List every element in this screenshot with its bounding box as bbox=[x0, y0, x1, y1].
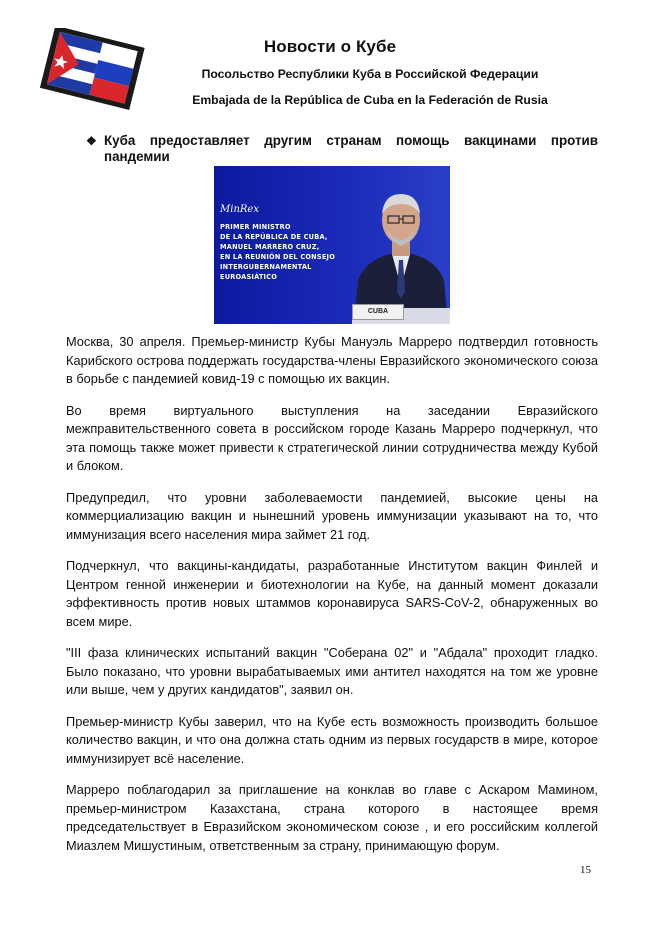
paragraph: "III фаза клинических испытаний вакцин "Соберана 02" и "Абдала" проходит гладко. Было показано, что уровни вырабатываемых ими антител находятся на том же уровне или выше, чем у других кандидатов", заявил он. bbox=[66, 645, 598, 697]
article-body bbox=[66, 333, 598, 868]
country-nameplate: CUBA bbox=[352, 304, 404, 320]
page-number: 15 bbox=[580, 864, 591, 876]
article-headline bbox=[86, 133, 598, 165]
embassy-name-ru: Посольство Республики Куба в Российской Федерации bbox=[201, 67, 539, 81]
cuba-russia-flags-icon bbox=[38, 28, 148, 110]
paragraph: Марреро поблагодарил за приглашение на конклав во главе с Аскаром Мамином, премьер-министром Казахстана, страна которого в настоящее время председательствует в Евразийском экономическом союзе , и его российским коллегой Миазлем Мишустиным, ответственным за страну, принимающую форум. bbox=[66, 782, 598, 853]
speaker-figure bbox=[352, 180, 450, 324]
headline-text: Куба предоставляет другим странам помощь вакцинами против пандемии bbox=[104, 133, 598, 164]
diamond-bullet-icon: ❖ bbox=[86, 134, 97, 148]
caption-line: EUROASIÁTICO bbox=[220, 273, 278, 281]
embassy-name-es: Embajada de la República de Cuba en la Federación de Rusia bbox=[192, 93, 548, 107]
paragraph: Москва, 30 апреля. Премьер-министр Кубы Мануэль Марреро подтвердил готовность Карибского острова поддержать государства-члены Евразийского экономического союза в борьбе с пандемией ковид-19 с помощью их вакцин. bbox=[66, 334, 598, 386]
paragraph: Предупредил, что уровни заболеваемости пандемией, высокие цены на коммерциализацию вакцин и нынешний уровень иммунизации указывают на то, что иммунизация всего населения мира займет 21 год. bbox=[66, 489, 598, 542]
caption-line: DE LA REPÚBLICA DE CUBA, bbox=[220, 233, 328, 241]
caption-line: PRIMER MINISTRO bbox=[220, 223, 291, 231]
caption-line: EN LA REUNIÓN DEL CONSEJO bbox=[220, 253, 335, 261]
paragraph: Подчеркнул, что вакцины-кандидаты, разработанные Институтом вакцин Финлей и Центром генной инженерии и биотехнологии на Кубе, на данный момент доказали эффективность против новых штаммов коронавируса SARS-CoV-2, обнаруженных во всем мире. bbox=[66, 558, 598, 629]
logo bbox=[38, 28, 148, 110]
paragraph: Во время виртуального выступления на заседании Евразийского межправительственного совета в российском городе Казань Марреро подчеркнул, что эта помощь также может привести к стратегической линии сотрудничества между Кубой и блоком. bbox=[66, 402, 598, 473]
paragraph: Премьер-министр Кубы заверил, что на Кубе есть возможность производить большое количество вакцин, и что она должна стать одним из первых государств в мире, которое иммунизирует всё население. bbox=[66, 713, 598, 766]
photo-caption bbox=[220, 222, 370, 282]
caption-line: MANUEL MARRERO CRUZ, bbox=[220, 243, 320, 251]
caption-line: INTERGUBERNAMENTAL bbox=[220, 263, 312, 271]
minrex-signature: MinRex bbox=[220, 204, 259, 215]
page-title: Новости о Кубе bbox=[263, 37, 397, 56]
article-photo bbox=[214, 166, 450, 324]
